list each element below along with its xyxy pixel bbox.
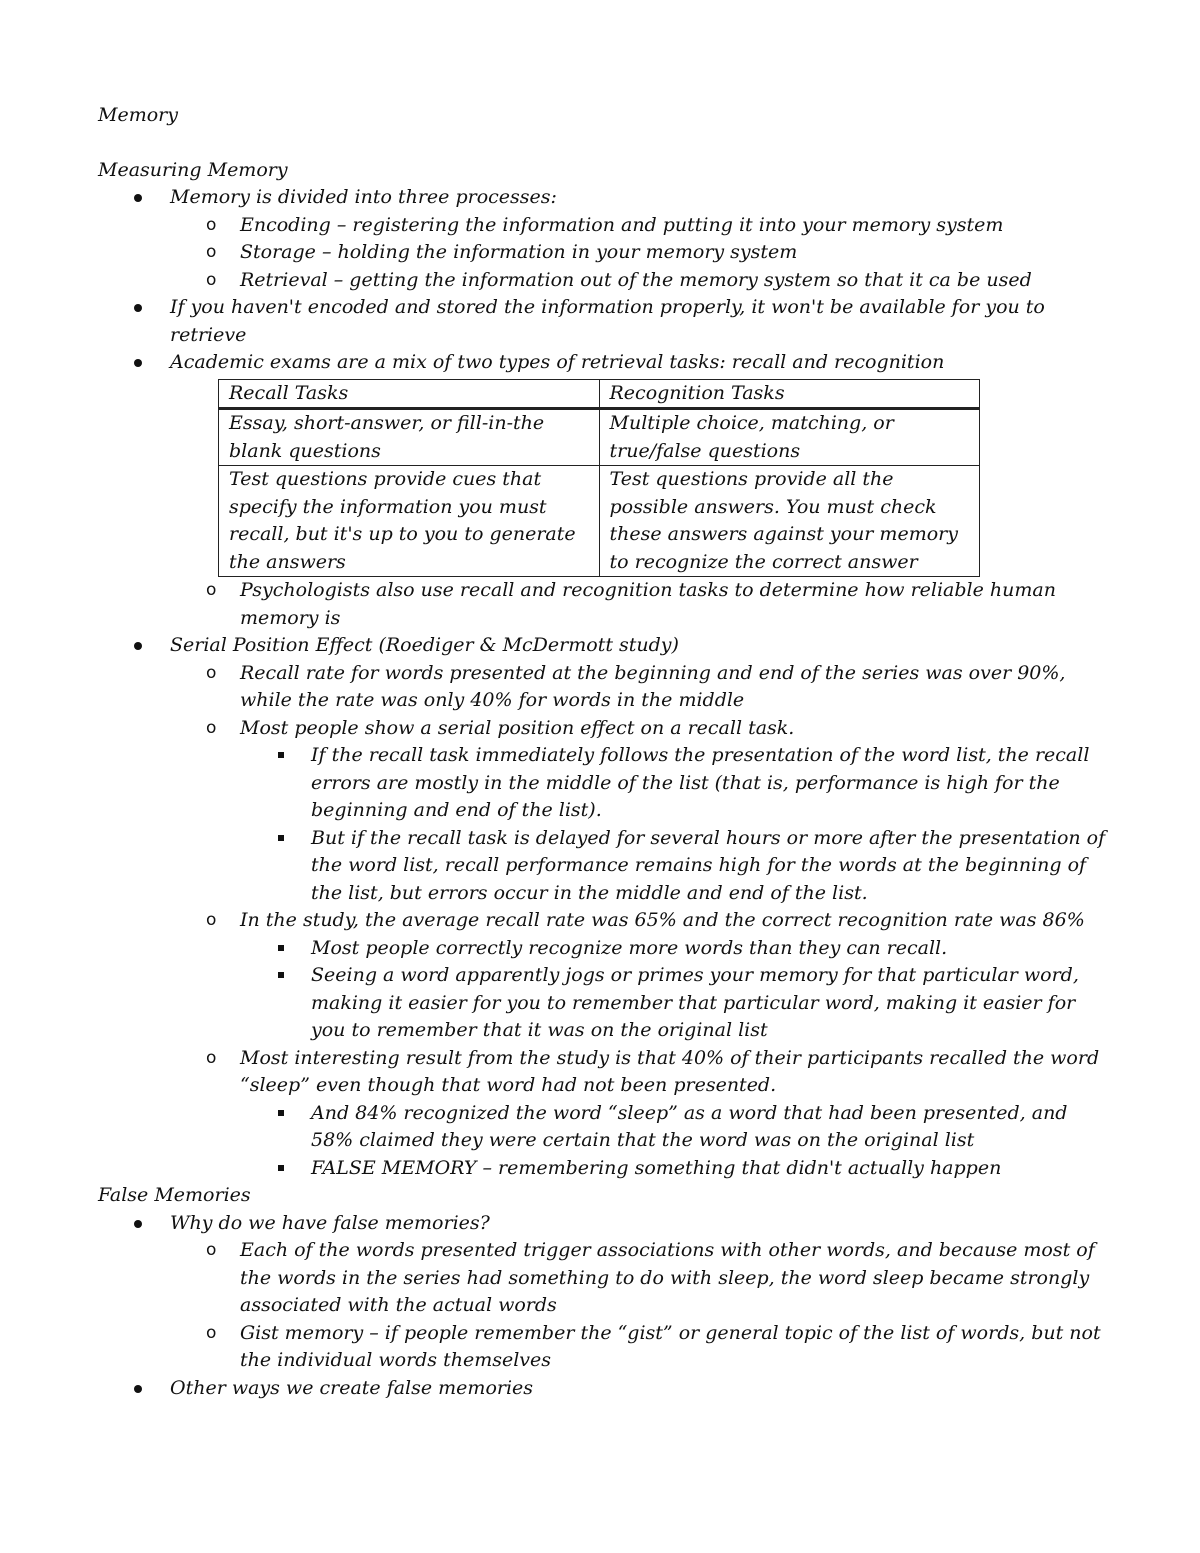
list-item bbox=[98, 660, 1108, 715]
recall-recognition-table bbox=[218, 379, 980, 578]
document-title: Memory bbox=[98, 104, 178, 126]
bullet-square-icon bbox=[278, 752, 284, 758]
measuring-memory-list-continued bbox=[98, 577, 1108, 1182]
list-item bbox=[98, 1100, 1108, 1155]
bullet-text: But if the recall task is delayed for several hours or more after the presentation of the word list, recall performance remains high for the words at the beginning of the list, but errors occur in the middle and end of the list. bbox=[311, 826, 1106, 904]
bullet-circle-icon: o bbox=[206, 1240, 217, 1260]
bullet-circle-icon: o bbox=[206, 214, 217, 235]
bullet-circle-icon: o bbox=[206, 910, 217, 930]
bullet-text: If you haven't encoded and stored the information properly, it won't be available for you to retrieve bbox=[170, 296, 1045, 346]
list-item bbox=[98, 907, 1108, 935]
list-item bbox=[98, 294, 1108, 349]
bullet-square-icon bbox=[278, 835, 284, 841]
bullet-text: In the study, the average recall rate was 65% and the correct recognition rate was 86% bbox=[240, 909, 1085, 931]
table-header-recognition: Recognition Tasks bbox=[599, 379, 980, 409]
bullet-text: Serial Position Effect (Roediger & McDermott study) bbox=[170, 634, 679, 656]
table-cell: Multiple choice, matching, or true/false questions bbox=[599, 409, 980, 466]
bullet-square-icon bbox=[278, 945, 284, 951]
bullet-text: If the recall task immediately follows the presentation of the word list, the recall errors are mostly in the middle of the list (that is, performance is high for the beginning and end of the list). bbox=[311, 744, 1090, 821]
bullet-text: Other ways we create false memories bbox=[170, 1376, 534, 1399]
bullet-text: Recall rate for words presented at the beginning and end of the series was over 90%, while the rate was only 40% for words in the middle bbox=[240, 661, 1066, 711]
bullet-circle-icon: o bbox=[206, 662, 217, 683]
list-item bbox=[98, 1045, 1108, 1100]
table-header-recall: Recall Tasks bbox=[219, 379, 600, 409]
list-item bbox=[98, 184, 1108, 212]
list-item bbox=[98, 349, 1108, 377]
bullet-circle-icon: o bbox=[206, 1322, 217, 1343]
measuring-memory-list bbox=[98, 184, 1108, 377]
bullet-dot-icon bbox=[134, 642, 142, 650]
list-item bbox=[98, 632, 1108, 660]
list-item bbox=[98, 212, 1108, 240]
bullet-text: Why do we have false memories? bbox=[170, 1211, 490, 1234]
bullet-text: Psychologists also use recall and recognition tasks to determine how reliable human memory is bbox=[240, 579, 1056, 629]
table-header-row bbox=[219, 379, 980, 409]
bullet-text: And 84% recognized the word “sleep” as a word that had been presented, and 58% claimed they were certain that the word was on the original list bbox=[311, 1101, 1068, 1151]
table-cell: Essay, short-answer, or fill-in-the blank questions bbox=[219, 409, 600, 466]
list-item bbox=[98, 715, 1108, 743]
table-cell: Test questions provide all the possible answers. You must check these answers against your memory to recognize the correct answer bbox=[599, 466, 980, 577]
bullet-text: Memory is divided into three processes: bbox=[170, 186, 557, 208]
list-item bbox=[98, 825, 1108, 908]
list-item bbox=[98, 267, 1108, 295]
list-item bbox=[98, 1155, 1108, 1183]
list-item bbox=[98, 1375, 1108, 1403]
list-item bbox=[98, 577, 1108, 632]
bullet-dot-icon bbox=[134, 1385, 142, 1393]
bullet-square-icon bbox=[278, 1110, 284, 1116]
bullet-square-icon bbox=[278, 972, 284, 978]
bullet-text: Storage – holding the information in your memory system bbox=[240, 241, 798, 263]
bullet-circle-icon: o bbox=[206, 717, 217, 738]
bullet-text: FALSE MEMORY – remembering something that didn't actually happen bbox=[311, 1156, 1002, 1179]
spacer bbox=[98, 130, 1108, 157]
list-item bbox=[98, 962, 1108, 1045]
list-item bbox=[98, 935, 1108, 963]
bullet-circle-icon: o bbox=[206, 580, 217, 600]
bullet-text: Most people correctly recognize more words than they can recall. bbox=[311, 936, 948, 959]
bullet-circle-icon: o bbox=[206, 1047, 217, 1068]
bullet-circle-icon: o bbox=[206, 269, 217, 290]
table-row bbox=[219, 409, 980, 466]
list-item bbox=[98, 1237, 1108, 1320]
table-row bbox=[219, 466, 980, 577]
list-item bbox=[98, 742, 1108, 825]
bullet-dot-icon bbox=[134, 359, 142, 367]
bullet-dot-icon bbox=[134, 1220, 142, 1228]
false-memories-list bbox=[98, 1210, 1108, 1403]
bullet-text: Most people show a serial position effect on a recall task. bbox=[240, 716, 795, 739]
bullet-text: Encoding – registering the information and putting it into your memory system bbox=[240, 213, 1004, 236]
bullet-text: Most interesting result from the study is that 40% of their participants recalled the word “sleep” even though that word had not been presented. bbox=[240, 1046, 1100, 1096]
list-item bbox=[98, 239, 1108, 267]
bullet-text: Each of the words presented trigger associations with other words, and because most of the words in the series had something to do with sleep, the word sleep became strongly associated with the actual words bbox=[240, 1239, 1095, 1316]
bullet-dot-icon bbox=[134, 304, 142, 312]
bullet-text: Seeing a word apparently jogs or primes your memory for that particular word, making it easier for you to remember that particular word, making it easier for you to remember that it was on the original list bbox=[311, 964, 1079, 1041]
bullet-text: Gist memory – if people remember the “gist” or general topic of the list of words, but not the individual words themselves bbox=[240, 1321, 1101, 1371]
table-cell: Test questions provide cues that specify the information you must recall, but it's up to you to generate the answers bbox=[219, 466, 600, 577]
section-heading-measuring-memory: Measuring Memory bbox=[98, 158, 288, 181]
list-item bbox=[98, 1210, 1108, 1238]
bullet-dot-icon bbox=[134, 194, 142, 202]
bullet-text: Academic exams are a mix of two types of retrieval tasks: recall and recognition bbox=[170, 351, 945, 373]
list-item bbox=[98, 1320, 1108, 1375]
bullet-circle-icon: o bbox=[206, 242, 217, 262]
bullet-text: Retrieval – getting the information out of the memory system so that it ca be used bbox=[240, 268, 1032, 291]
section-heading-false-memories: False Memories bbox=[98, 1184, 251, 1206]
bullet-square-icon bbox=[278, 1165, 284, 1171]
document-page bbox=[98, 102, 1108, 1402]
